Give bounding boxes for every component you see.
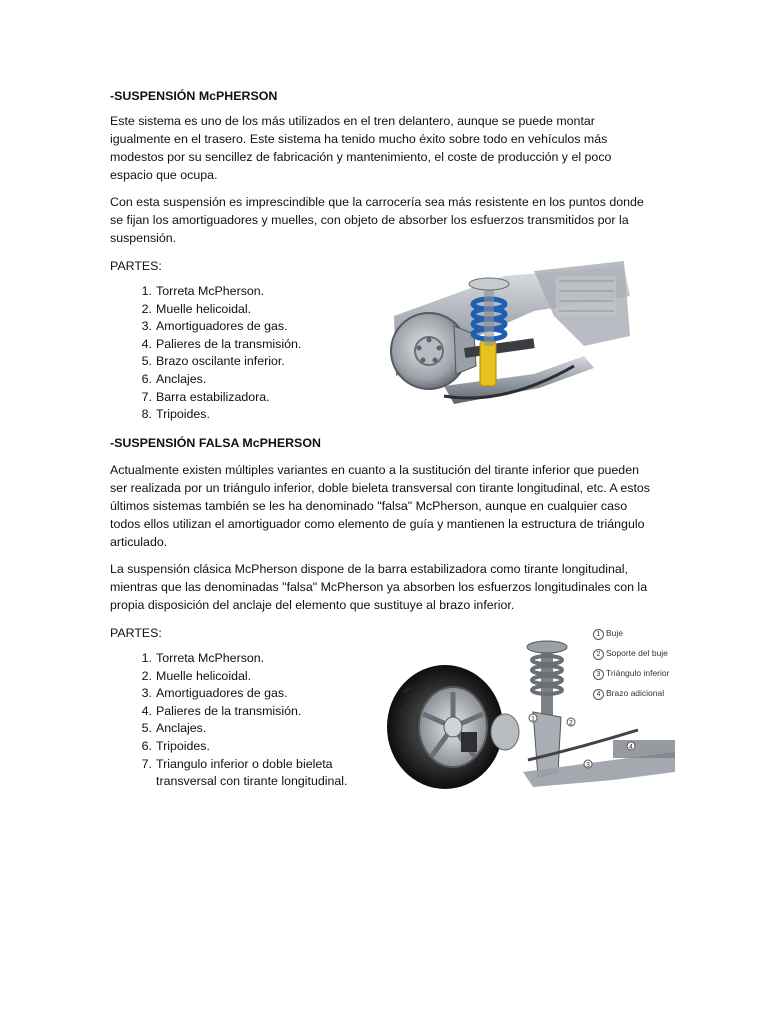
section2-parts-list — [110, 650, 380, 791]
section1-parts-list — [110, 283, 301, 424]
legend-item-1: 1 Buje — [593, 628, 623, 640]
legend-item-2: 2 Soporte del buje — [593, 648, 668, 660]
list-item: 5 . Anclajes. — [110, 720, 380, 738]
list-item: 2 . Muelle helicoidal. — [110, 301, 301, 319]
list-item: 8 . Tripoides. — [110, 406, 301, 424]
section1-parts-label: PARTES: — [110, 259, 162, 273]
list-item: 4 . Palieres de la transmisión. — [110, 703, 380, 721]
section1-paragraph1: Este sistema es uno de los más utilizados en el tren delantero, aunque se puede montar igualmente en el trasero. Este sistema ha tenido mucho éxito sobre todo en vehículos más modestos por su sencillez de fabricación y mantenimiento, el coste de producción y el poco espacio que ocupa. — [110, 114, 612, 182]
svg-text:1: 1 — [531, 716, 535, 723]
list-item: 7 . Triangulo inferior o doble bieleta transversal con tirante longitudinal. — [110, 756, 380, 791]
svg-text:3: 3 — [586, 762, 590, 769]
mcpherson-suspension-image — [384, 256, 630, 422]
section1-heading: -SUSPENSIÓN McPHERSON — [110, 89, 278, 103]
list-item: 4 . Palieres de la transmisión. — [110, 336, 301, 354]
svg-text:2: 2 — [569, 720, 573, 727]
legend-item-3: 3 Triángulo inferior — [593, 668, 669, 680]
list-item: 2 . Muelle helicoidal. — [110, 668, 380, 686]
svg-text:4: 4 — [629, 744, 633, 751]
section2-heading: -SUSPENSIÓN FALSA McPHERSON — [110, 436, 321, 450]
list-item: 1 . Torreta McPherson. — [110, 650, 380, 668]
section2-paragraph2: La suspensión clásica McPherson dispone de la barra estabilizadora como tirante longitudinal, mientras que las denominadas "falsa" McPherson ya absorben los esfuerzos longitudinales con la propia disposición del anclaje del elemento que sustituye al brazo inferior. — [110, 562, 648, 612]
mcpherson-suspension-illustration — [384, 256, 630, 422]
list-item: 6 . Tripoides. — [110, 738, 380, 756]
list-item: 6 . Anclajes. — [110, 371, 301, 389]
list-item: 5 . Brazo oscilante inferior. — [110, 353, 301, 371]
list-item: 3 . Amortiguadores de gas. — [110, 318, 301, 336]
section2-paragraph1: Actualmente existen múltiples variantes en cuanto a la sustitución del tirante inferior que pueden ser realizada por un triángulo inferior, doble bieleta transversal con tirante longitudinal, etc. A estos últimos sistemas también se les ha denominado "falsa" McPherson, aunque en cualquier caso todos ellos utilizan el amortiguador como elemento de guía y mantienen la estructura de triángulo articulado. — [110, 463, 651, 549]
false-mcpherson-image — [383, 622, 675, 812]
section2-parts-label: PARTES: — [110, 626, 162, 640]
section1-paragraph2: Con esta suspensión es imprescindible que la carrocería sea más resistente en los puntos donde se fijan los amortiguadores y muelles, con objeto de absorber los esfuerzos transmitidos por la suspensión. — [110, 195, 644, 245]
legend-item-4: 4 Brazo adicional — [593, 688, 664, 700]
list-item: 7 . Barra estabilizadora. — [110, 389, 301, 407]
list-item: 1 . Torreta McPherson. — [110, 283, 301, 301]
list-item: 3 . Amortiguadores de gas. — [110, 685, 380, 703]
